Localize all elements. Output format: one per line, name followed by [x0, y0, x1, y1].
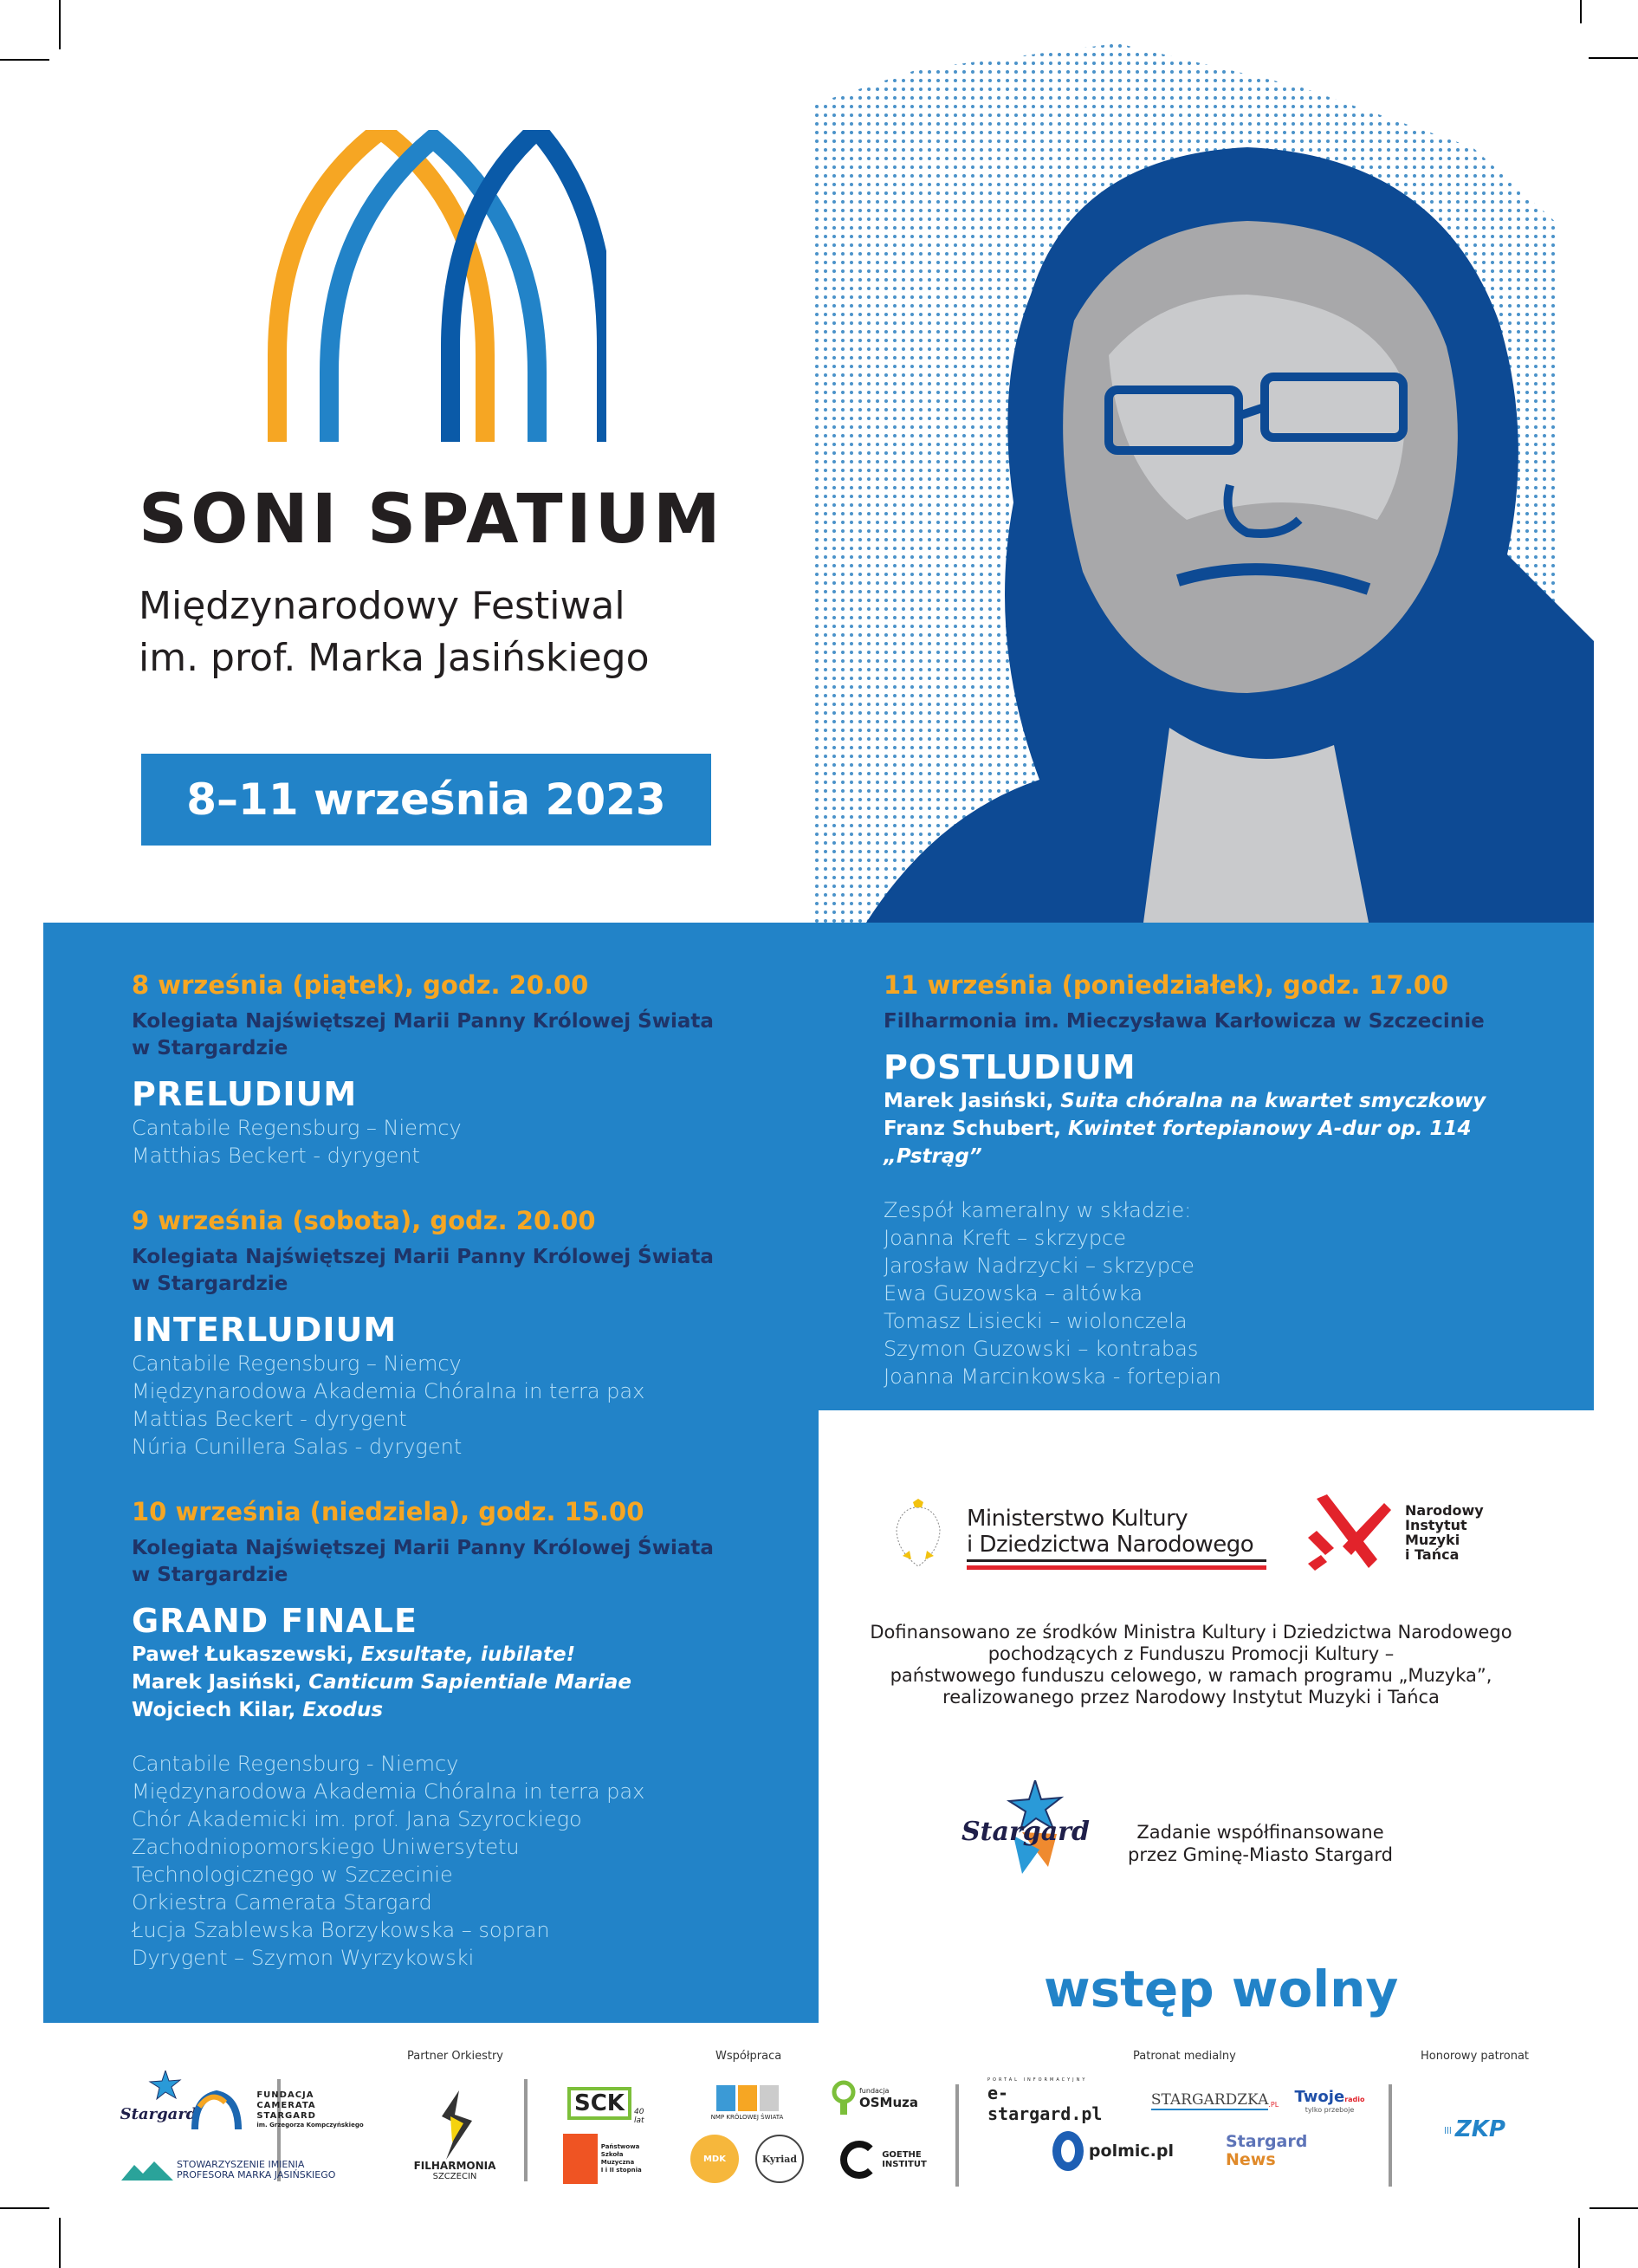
crop-mark — [0, 59, 49, 61]
performer: Technologicznego w Szczecinie — [132, 1863, 453, 1887]
performer-list — [132, 1750, 790, 1972]
performer: Dyrygent – Szymon Wyrzykowski — [132, 1946, 475, 1970]
nimit-logo — [1308, 1494, 1533, 1572]
event-venue — [132, 1535, 790, 1589]
performer-list — [132, 1114, 790, 1170]
works-list — [884, 1087, 1576, 1170]
zkp-logo: ||| ZKP — [1444, 2116, 1505, 2142]
free-entry-label: wstęp wolny — [1044, 1960, 1399, 2019]
mdk-logo: MDK — [689, 2133, 741, 2185]
performer: Tomasz Lisiecki – wiolonczela — [884, 1309, 1188, 1333]
performer: Joanna Kreft – skrzypce — [884, 1226, 1127, 1250]
polmic-logo: polmic.pl — [1052, 2127, 1174, 2174]
nimit-x-icon — [1308, 1494, 1395, 1572]
venue-line: Kolegiata Najświętszej Marii Panny Królowej Świata — [132, 1246, 714, 1268]
event-venue — [132, 1008, 790, 1062]
event-title: GRAND FINALE — [132, 1602, 418, 1640]
e-stargard-logo: PORTAL INFORMACYJNY e-stargard.pl — [987, 2077, 1103, 2124]
stargardzka-logo: STARGARDZKA .PL — [1150, 2091, 1279, 2109]
performer: Núria Cunillera Salas - dyrygent — [132, 1435, 463, 1459]
event-title: PRELUDIUM — [132, 1075, 358, 1113]
crop-mark — [1578, 2218, 1580, 2268]
crop-mark — [1589, 2207, 1638, 2209]
twoje-radio-logo: Twojeradio tylko przeboje — [1294, 2088, 1365, 2114]
music-school-logo: Państwowa Szkoła Muzyczna I i II stopnia — [563, 2133, 658, 2185]
event-block — [884, 969, 1576, 1390]
crop-mark — [0, 2207, 49, 2209]
work-item: Wojciech Kilar, Exodus — [132, 1699, 384, 1721]
footer-label-partner: Partner Orkiestry — [407, 2050, 504, 2063]
crop-mark — [1589, 57, 1638, 59]
performer: Łucja Szablewska Borzykowska – sopran — [132, 1918, 550, 1942]
portrait-illustration — [814, 35, 1594, 923]
kyriad-logo: Kyriad — [754, 2133, 806, 2185]
work-item: Franz Schubert, Kwintet fortepianowy A-dur op. 114 „Pstrąg” — [884, 1118, 1472, 1168]
footer-label-cooperation: Współpraca — [715, 2050, 782, 2063]
gothic-arches-icon — [260, 130, 606, 442]
event-title: POSTLUDIUM — [884, 1048, 1136, 1086]
performer: Szymon Guzowski – kontrabas — [884, 1337, 1199, 1361]
event-date: 11 września (poniedziałek), godz. 17.00 — [884, 970, 1449, 1000]
event-title: INTERLUDIUM — [132, 1311, 398, 1349]
stargard-news-logo: Stargard News — [1226, 2131, 1308, 2169]
event-date: 9 września (sobota), godz. 20.00 — [132, 1206, 596, 1235]
performer: Joanna Marcinkowska - fortepian — [884, 1364, 1222, 1389]
performer: Orkiestra Camerata Stargard — [132, 1890, 432, 1915]
performer: Zespół kameralny w składzie: — [884, 1198, 1192, 1222]
divider — [1389, 2084, 1392, 2187]
osmuza-logo: fundacja OSMuza — [827, 2075, 923, 2122]
venue-line: w Stargardzie — [132, 1273, 288, 1295]
crop-mark — [59, 2218, 61, 2268]
performer: Matthias Beckert - dyrygent — [132, 1144, 420, 1168]
ministry-name: Ministerstwo Kultury i Dziedzictwa Narodowego — [967, 1506, 1254, 1558]
performer: Cantabile Regensburg – Niemcy — [132, 1351, 462, 1376]
subtitle-line: Międzynarodowy Festiwal — [139, 584, 625, 628]
festival-subtitle — [139, 580, 650, 684]
footer-label-media: Patronat medialny — [1133, 2050, 1236, 2063]
white-eagle-icon — [892, 1499, 944, 1568]
event-date: 10 września (niedziela), godz. 15.00 — [132, 1497, 644, 1526]
filharmonia-szczecin-logo: FILHARMONIA SZCZECIN — [407, 2083, 502, 2187]
performer: Cantabile Regensburg - Niemcy — [132, 1752, 459, 1776]
event-block — [132, 969, 790, 1170]
performer: Międzynarodowa Akademia Chóralna in terra pax — [132, 1779, 645, 1804]
camerata-foundation-logo: FUNDACJA CAMERATA STARGARD im. Grzegorza Kompczyńskiego — [191, 2083, 364, 2135]
ministry-of-culture-logo — [892, 1499, 1256, 1577]
nmp-logo: NMP KRÓLOWEJ ŚWIATA — [702, 2079, 793, 2127]
nimit-name: Narodowy Instytut Muzyki i Tańca — [1405, 1502, 1484, 1563]
crop-mark — [1580, 0, 1582, 23]
venue-line: Kolegiata Najświętszej Marii Panny Królowej Świata — [132, 1537, 714, 1559]
event-venue — [132, 1244, 790, 1298]
funding-note: Dofinansowano ze środków Ministra Kultury i Dziedzictwa Narodowego pochodzących z Funduszu Promocji Kultury – państwowego funduszu celowego, w ramach programu „Muzyka”, realizowanego przez Narodowy Instytut Muzyki i Tańca — [870, 1622, 1512, 1707]
stargard-logo-text: Stargard — [961, 1817, 1090, 1847]
event-block — [132, 1495, 790, 1972]
event-date: 8 września (piątek), godz. 20.00 — [132, 970, 589, 1000]
performer-list — [884, 1196, 1576, 1390]
event-venue — [884, 1008, 1576, 1035]
performer: Mattias Beckert - dyrygent — [132, 1407, 407, 1431]
performer: Chór Akademicki im. prof. Jana Szyrockiego — [132, 1807, 582, 1831]
cofunding-text: Zadanie współfinansowane przez Gminę-Miasto Stargard — [1128, 1822, 1393, 1865]
venue-line: Kolegiata Najświętszej Marii Panny Królowej Świata — [132, 1010, 714, 1033]
subtitle-line: im. prof. Marka Jasińskiego — [139, 636, 650, 680]
venue-line: w Stargardzie — [132, 1564, 288, 1586]
divider — [524, 2079, 528, 2181]
venue-line: w Stargardzie — [132, 1037, 288, 1059]
work-item: Marek Jasiński, Canticum Sapientiale Mariae — [132, 1671, 631, 1694]
performer: Zachodniopomorskiego Uniwersytetu — [132, 1835, 520, 1859]
goethe-institut-logo: GOETHE INSTITUT — [836, 2138, 931, 2181]
festival-title: SONI SPATIUM — [139, 481, 724, 559]
performer: Międzynarodowa Akademia Chóralna in terra pax — [132, 1379, 645, 1403]
footer-label-honorary: Honorowy patronat — [1421, 2050, 1530, 2063]
work-item: Paweł Łukaszewski, Exsultate, iubilate! — [132, 1643, 576, 1666]
sck-logo: SCK 40 lat — [567, 2079, 650, 2127]
date-banner: 8–11 września 2023 — [141, 754, 711, 846]
jasinski-association-logo: STOWARZYSZENIE IMIENIA PROFESORA MARKA JASIŃSKIEGO — [121, 2157, 364, 2183]
stargard-star-logo — [961, 1780, 1090, 1876]
performer: Cantabile Regensburg – Niemcy — [132, 1116, 462, 1140]
divider — [955, 2084, 959, 2187]
crop-mark — [59, 0, 61, 49]
stargard-cofunding — [961, 1780, 1412, 1876]
venue-line: Filharmonia im. Mieczysława Karłowicza w Szczecinie — [884, 1010, 1485, 1033]
performer: Jarosław Nadrzycki – skrzypce — [884, 1254, 1195, 1278]
event-block — [132, 1204, 790, 1461]
work-item: Marek Jasiński, Suita chóralna na kwartet smyczkowy — [884, 1090, 1486, 1112]
performer-list — [132, 1350, 790, 1461]
performer: Ewa Guzowska – altówka — [884, 1281, 1143, 1306]
stargard-footer-logo: Stargard — [120, 2060, 197, 2134]
works-list — [132, 1641, 790, 1724]
